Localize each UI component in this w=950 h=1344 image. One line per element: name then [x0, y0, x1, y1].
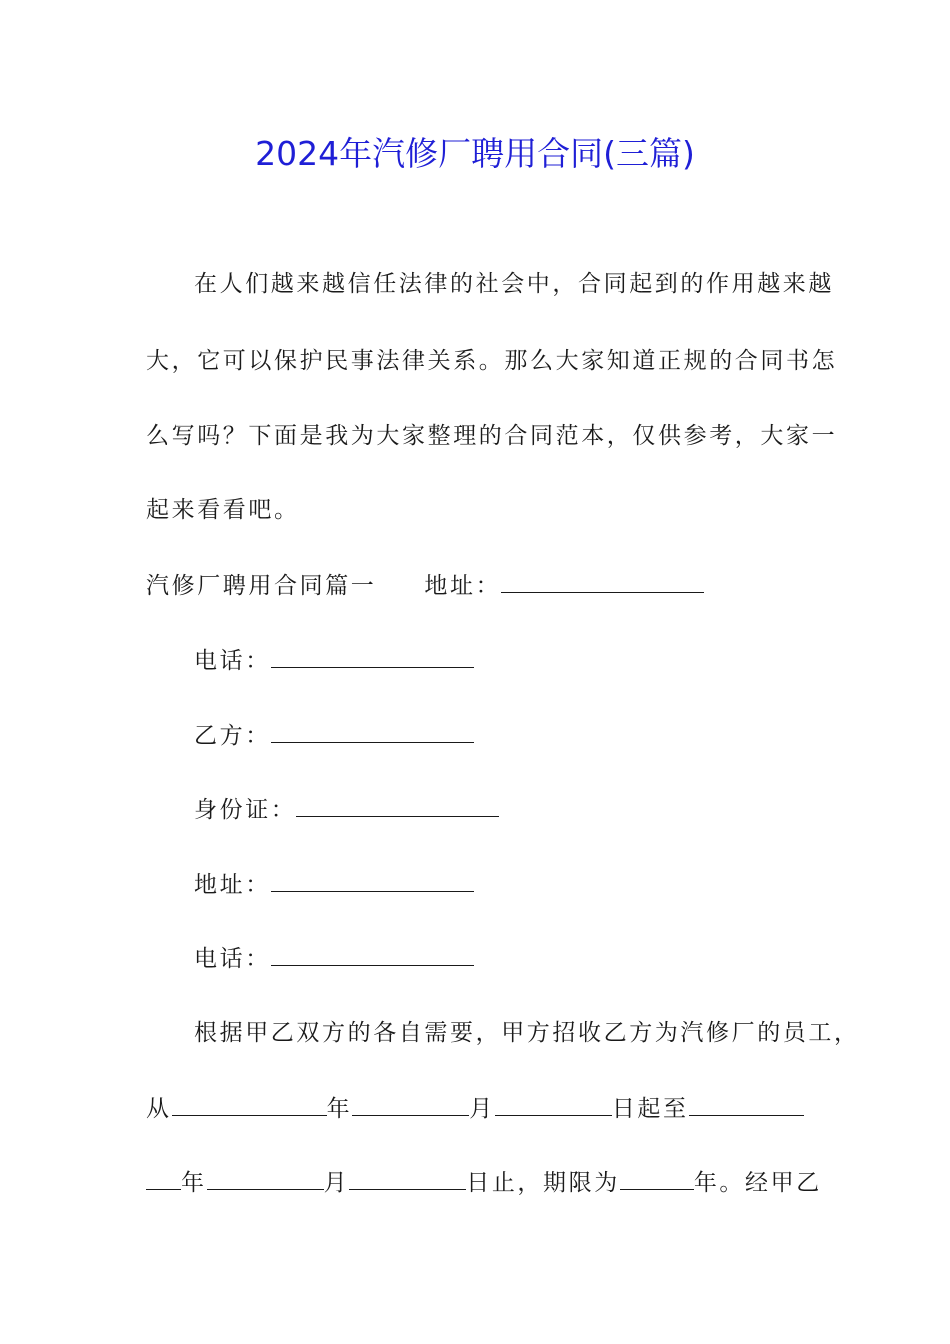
start-year-label: 年 — [326, 1096, 353, 1122]
document-title: 2024年汽修厂聘用合同(三篇) — [255, 134, 695, 173]
section-heading: 汽修厂聘用合同篇一 — [146, 573, 377, 599]
party-b-address-label: 地址： — [194, 872, 271, 898]
body-line-2 — [146, 1093, 816, 1124]
party-a-phone-blank[interactable] — [271, 645, 474, 668]
intro-line-3: 么写吗？下面是我为大家整理的合同范本，仅供参考，大家一 — [146, 423, 838, 449]
intro-line-2: 大，它可以保护民事法律关系。那么大家知道正规的合同书怎 — [146, 348, 838, 374]
section-heading-row — [146, 570, 816, 601]
start-month-blank[interactable] — [352, 1093, 469, 1116]
party-b-address-blank[interactable] — [271, 869, 474, 892]
party-a-phone-label: 电话： — [194, 648, 271, 674]
party-b-address-row — [194, 869, 864, 900]
term-years-blank[interactable] — [620, 1167, 694, 1190]
end-month-label: 月 — [323, 1170, 350, 1196]
party-a-phone-row — [194, 645, 864, 676]
party-b-phone-row — [194, 943, 864, 974]
start-day-label: 日起至 — [611, 1096, 689, 1122]
party-b-id-row — [194, 794, 864, 825]
party-b-id-blank[interactable] — [296, 794, 499, 817]
end-day-blank[interactable] — [349, 1167, 466, 1190]
party-b-label: 乙方： — [194, 723, 271, 749]
start-year-blank[interactable] — [172, 1093, 327, 1116]
body-line-1: 根据甲乙双方的各自需要，甲方招收乙方为汽修厂的员工， — [194, 1020, 860, 1046]
intro-line-4: 起来看看吧。 — [146, 497, 300, 523]
party-b-row — [194, 720, 864, 751]
party-a-address-blank[interactable] — [501, 570, 704, 593]
end-day-label: 日止，期限为 — [466, 1170, 620, 1196]
party-b-phone-blank[interactable] — [271, 943, 474, 966]
intro-line-1: 在人们越来越信任法律的社会中，合同起到的作用越来越 — [194, 271, 834, 297]
end-year-blank-part1[interactable] — [689, 1093, 804, 1116]
from-label: 从 — [146, 1096, 172, 1122]
end-year-blank-part2[interactable] — [146, 1167, 181, 1190]
end-month-blank[interactable] — [207, 1167, 324, 1190]
start-month-label: 月 — [469, 1096, 495, 1122]
term-years-label: 年。经甲乙 — [693, 1170, 822, 1196]
party-b-phone-label: 电话： — [194, 946, 271, 972]
end-year-label: 年 — [181, 1170, 207, 1196]
party-b-id-label: 身份证： — [194, 797, 297, 823]
party-a-address-label: 地址： — [424, 573, 502, 599]
body-line-3 — [146, 1167, 822, 1198]
start-day-blank[interactable] — [495, 1093, 612, 1116]
party-b-blank[interactable] — [271, 720, 474, 743]
